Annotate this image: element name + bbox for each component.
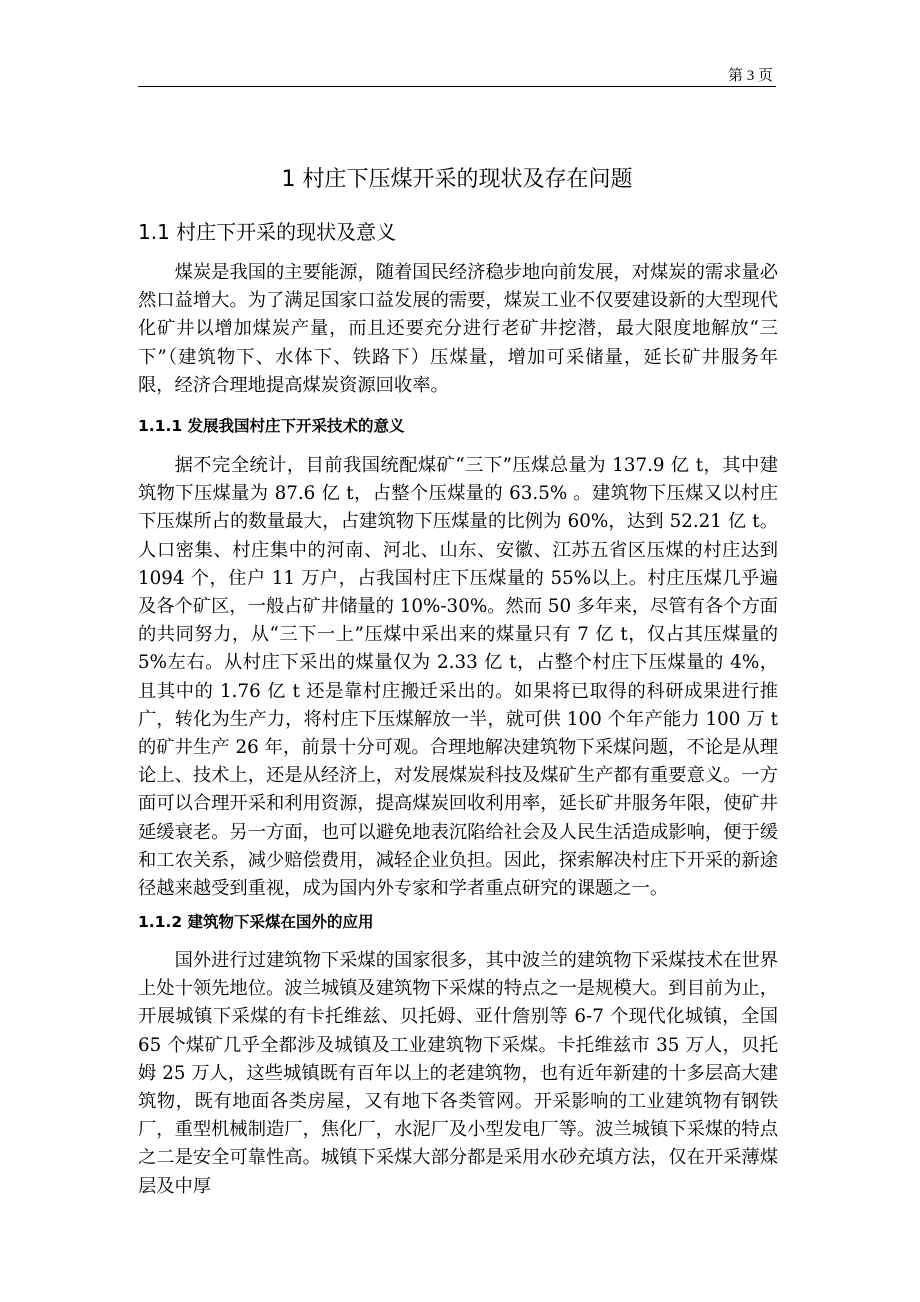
subsection-title-2: 1.1.2 建筑物下采煤在国外的应用: [138, 913, 374, 931]
header-divider: [138, 86, 776, 87]
section-paragraph: 煤炭是我国的主要能源，随着国民经济稳步地向前发展，对煤炭的需求量必然口益增大。为了满足国家口益发展的需要，煤炭工业不仅要建设新的大型现代化矿井以增加煤炭产量，而且还要充分进行老矿井挖潜，最大限度地解放“三下”（建筑物下、水体下、铁路下）压煤量，增加可采储量，延长矿井服务年限，经济合理地提高煤炭资源回收率。: [138, 262, 778, 396]
subsection-title-1: 1.1.1 发展我国村庄下开采技术的意义: [138, 417, 405, 435]
section-title: 1.1 村庄下开采的现状及意义: [138, 220, 397, 244]
subsection-1-paragraph: 据不完全统计，目前我国统配煤矿“三下”压煤总量为 137.9 亿 t，其中建筑物下压煤量为 87.6 亿 t，占整个压煤量的 63.5% 。建筑物下压煤又以村庄下压煤所占的数量最大，占建筑物下压煤量的比例为 60%，达到 52.21 亿 t。人口密集、村庄集中的河南、河北、山东、安徽、江苏五省区压煤的村庄达到 1094 个，住户 11 万户，占我国村庄下压煤量的 55%以上。村庄压煤几乎遍及各个矿区，一般占矿井储量的 10%-30%。然而 50 多年来，尽管有各个方面的共同努力，从“三下一上”压煤中采出来的煤量只有 7 亿 t，仅占其压煤量的 5%左右。从村庄下采出的煤量仅为 2.33 亿 t，占整个村庄下压煤量的 4%，且其中的 1.76 亿 t 还是靠村庄搬迁采出的。如果将已取得的科研成果进行推广，转化为生产力，将村庄下压煤解放一半，就可供 100 个年产能力 100 万 t 的矿井生产 26 年，前景十分可观。合理地解决建筑物下采煤问题，不论是从理论上、技术上，还是从经济上，对发展煤炭科技及煤矿生产都有重要意义。一方面可以合理开采和利用资源，提高煤炭回收利用率，延长矿井服务年限，使矿井延缓衰老。另一方面，也可以避免地表沉陷给社会及人民生活造成影响，便于缓和工农关系，减少赔偿费用，减轻企业负担。因此，探索解决村庄下开采的新途径越来越受到重视，成为国内外专家和学者重点研究的课题之一。: [138, 455, 779, 900]
chapter-title: 1 村庄下压煤开采的现状及存在问题: [281, 167, 633, 192]
subsection-2-paragraph: 国外进行过建筑物下采煤的国家很多，其中波兰的建筑物下采煤技术在世界上处十领先地位。波兰城镇及建筑物下采煤的特点之一是规模大。到目前为止，开展城镇下采煤的有卡托维兹、贝托姆、亚什詹别等 6-7 个现代化城镇，全国 65 个煤矿几乎全都涉及城镇及工业建筑物下采煤。卡托维兹市 35 万人，贝托姆 25 万人，这些城镇既有百年以上的老建筑物，也有近年新建的十多层高大建筑物，既有地面各类房屋，又有地下各类管网。开采影响的工业建筑物有钢铁厂，重型机械制造厂，焦化厂，水泥厂及小型发电厂等。波兰城镇下采煤的特点之二是安全可靠性高。城镇下采煤大部分都是采用水砂充填方法，仅在开采薄煤层及中厚: [138, 950, 778, 1197]
page-number-label: 第 3 页: [727, 68, 773, 84]
